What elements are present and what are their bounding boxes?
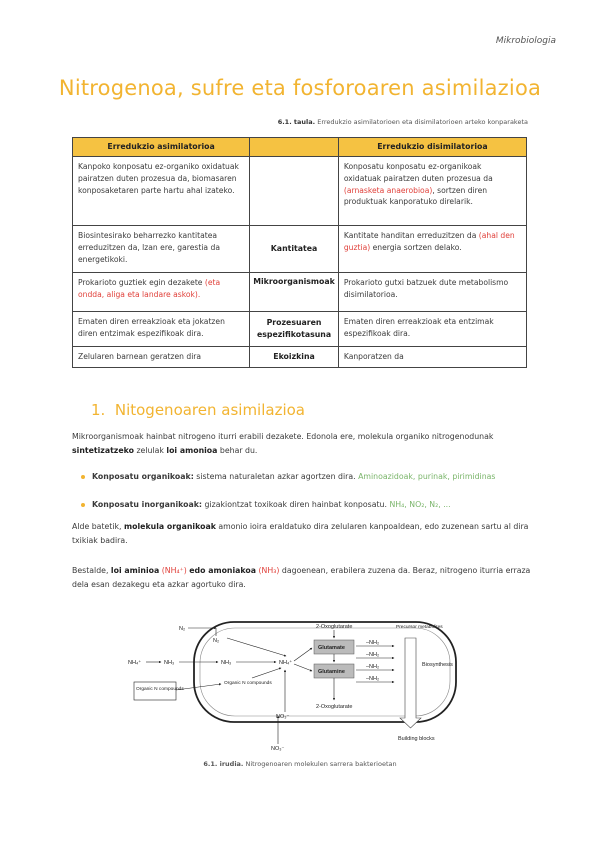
cell-row4-mid: Prozesuaren espezifikotasuna bbox=[250, 312, 339, 347]
label-no3-inside: NO₃⁻ bbox=[276, 714, 290, 720]
label-nh4-outside: NH₄⁺ bbox=[128, 660, 142, 666]
label-nh2-1: –NH₂ bbox=[366, 640, 380, 646]
label-organic-outside: Organic N compounds bbox=[136, 687, 184, 692]
header-subject: Mikrobiologia bbox=[495, 36, 556, 46]
p3-formula-a: (NH₄⁺) bbox=[161, 566, 187, 575]
p2-text-b: amonio ioira eraldatuko dira zelularen kanpoaldean, edo zuzenean sartu al dira txikiak badira. bbox=[72, 522, 529, 546]
figure-caption-label: 6.1. irudia. bbox=[203, 760, 244, 768]
cell-row4-right: Ematen diren erreakzioak eta entzimak espezifikoak dira. bbox=[338, 312, 526, 347]
bullet-item-organic bbox=[92, 472, 495, 481]
section-heading bbox=[91, 401, 305, 419]
cell-row1-left: Kanpoko konposatu ez-organiko oxidatuak pairatzen duten prozesua da, biomasaren konposaketaren parte hartu ahal izateko. bbox=[73, 157, 250, 226]
bullet-bold: Konposatu inorganikoak: bbox=[92, 500, 203, 509]
row3-left-text: Prokarioto guztiek egin dezakete bbox=[78, 278, 203, 288]
organic-to-nh4-arrow bbox=[252, 668, 281, 678]
table-row bbox=[73, 157, 527, 226]
bullet-text: gizakiontzat toxikoak diren hainbat konposatu. bbox=[204, 500, 387, 509]
label-oxoglutarate-top: 2-Oxoglutarate bbox=[316, 624, 353, 630]
paragraph-2 bbox=[72, 520, 532, 549]
paragraph-3 bbox=[72, 564, 532, 593]
cell-row2-left: Biosintesirako beharrezko kantitatea erreduzitzen da, lzan ere, garestia da energetikoki. bbox=[73, 226, 250, 273]
biosynthesis-arrow bbox=[400, 638, 421, 728]
p1-text-a: Mikroorganismoak hainbat nitrogeno iturri erabili dezakete. Edonola ere, molekula organiko nitrogenodunak bbox=[72, 432, 494, 441]
section-number: 1. bbox=[91, 401, 106, 419]
label-nh4-inside: NH₄⁺ bbox=[279, 660, 293, 666]
page-title: Nitrogenoa, sufre eta fosforoaren asimilazioa bbox=[58, 76, 542, 100]
cell-row5-left: Zelularen barnean geratzen dira bbox=[73, 347, 250, 368]
table-row bbox=[73, 226, 527, 273]
label-n2-outside: N₂ bbox=[179, 626, 186, 632]
cell-row1-mid bbox=[250, 157, 339, 226]
bullet-dot-icon bbox=[81, 503, 85, 507]
bullet-examples: Aminoazidoak, purinak, pirimidinas bbox=[358, 472, 496, 481]
table-row bbox=[73, 312, 527, 347]
label-oxoglutarate-bottom: 2-Oxoglutarate bbox=[316, 704, 353, 710]
table-head-mid bbox=[250, 138, 339, 157]
table-caption bbox=[278, 118, 528, 126]
table-head-left: Erredukzio asimilatorioa bbox=[73, 138, 250, 157]
label-nh2-3: –NH₂ bbox=[366, 664, 380, 670]
cell-row3-left bbox=[73, 273, 250, 312]
table-row bbox=[73, 273, 527, 312]
cell-row5-right: Kanporatzen da bbox=[338, 347, 526, 368]
bullet-examples: NH₄, NO₂, N₂, ... bbox=[389, 500, 451, 509]
p3-bold-a: loi aminioa bbox=[110, 566, 160, 575]
p1-text-b: zelulak bbox=[136, 446, 164, 456]
figure-caption-text: Nitrogenoaren molekulen sarrera bakterioetan bbox=[245, 760, 397, 768]
cell-row3-right: Prokarioto gutxi batzuek dute metabolismo disimilatorioa. bbox=[338, 273, 526, 312]
row2-right-text-a: Kantitate handitan erreduzitzen da bbox=[343, 231, 477, 241]
figure-caption bbox=[0, 760, 600, 768]
bullet-text: sistema naturaletan azkar agortzen dira. bbox=[196, 472, 356, 481]
p2-bold: molekula organikoak bbox=[124, 522, 216, 531]
paragraph-1 bbox=[72, 430, 532, 459]
row1-right-text-b: , sortzen diren produktuak kanporatuko direlarik. bbox=[343, 185, 488, 207]
n2-to-nh3-arrow bbox=[227, 638, 286, 656]
cell-row1-right bbox=[338, 157, 526, 226]
p3-bold-b: edo amoniakoa bbox=[189, 566, 257, 575]
table-head-right: Erredukzio disimilatorioa bbox=[338, 138, 526, 157]
row3-left-highlight: (eta ondda, aliga eta landare askok). bbox=[78, 278, 221, 299]
label-precursor: Precursor metabolites bbox=[396, 625, 443, 630]
cell-row4-left: Ematen diren erreakzioak eta jokatzen diren entzimak espezifikoak dira. bbox=[73, 312, 250, 347]
p1-text-c: behar du. bbox=[219, 446, 258, 456]
bullet-dot-icon bbox=[81, 475, 85, 479]
table-row bbox=[73, 347, 527, 368]
label-biosynthesis: Biosynthesis bbox=[422, 662, 453, 668]
table-caption-label: 6.1. taula. bbox=[277, 118, 316, 126]
cell-row3-mid: Mikroorganismoak bbox=[250, 273, 339, 312]
row1-right-text-a: Konposatu konposatu ez-organikoak oxidatuak pairatzen duten prozesua da bbox=[343, 162, 493, 183]
p1-bold-b: loi amonioa bbox=[166, 446, 218, 456]
table-caption-text: Erredukzio asimilatorioen eta disimilatorioen arteko konparaketa bbox=[317, 118, 528, 126]
cell-row5-mid: Ekoizkina bbox=[250, 347, 339, 368]
row2-right-highlight: (ahal den guztia) bbox=[343, 231, 515, 252]
label-glutamate: Glutamate bbox=[318, 645, 345, 651]
section-title: Nitogenoaren asimilazioa bbox=[114, 401, 305, 419]
cell-row2-mid: Kantitatea bbox=[250, 226, 339, 273]
bullet-item-inorganic bbox=[92, 500, 451, 509]
label-organic-inside: Organic N compounds bbox=[224, 681, 272, 686]
p2-text-a: Alde batetik, bbox=[72, 522, 122, 531]
label-nh2-2: –NH₂ bbox=[366, 652, 380, 658]
row1-right-highlight: (arnasketa anaerobioa) bbox=[343, 185, 433, 195]
row2-right-text-b: energia sortzen delako. bbox=[372, 242, 462, 252]
nh4-to-glutamine-arrow bbox=[294, 664, 312, 671]
label-nh2-4: –NH₂ bbox=[366, 676, 380, 682]
label-glutamine: Glutamine bbox=[318, 669, 345, 675]
label-n2-inside: N₂ bbox=[213, 638, 220, 644]
cell-row2-right bbox=[338, 226, 526, 273]
nh4-to-glutamate-arrow bbox=[294, 648, 312, 661]
bullet-bold: Konposatu organikoak: bbox=[92, 472, 194, 481]
p3-text-a: Bestalde, bbox=[72, 566, 109, 575]
comparison-table bbox=[72, 137, 527, 368]
p3-formula-b: (NH₃) bbox=[258, 566, 280, 575]
nitrogen-uptake-diagram bbox=[126, 618, 481, 752]
label-nh3-inside: NH₃ bbox=[221, 660, 232, 666]
p1-bold-a: sintetizatzeko bbox=[72, 446, 134, 456]
p3-text-b: dagoenean, erabilera zuzena da. Beraz, nitrogeno iturria erraza dela esan dezakegu eta azkar agortuko dira. bbox=[72, 566, 531, 590]
table-header-row bbox=[73, 138, 527, 157]
label-nh3-outside: NH₃ bbox=[164, 660, 175, 666]
label-no3-outside: NO₃⁻ bbox=[271, 746, 285, 752]
label-building-blocks: Building blocks bbox=[398, 736, 435, 742]
